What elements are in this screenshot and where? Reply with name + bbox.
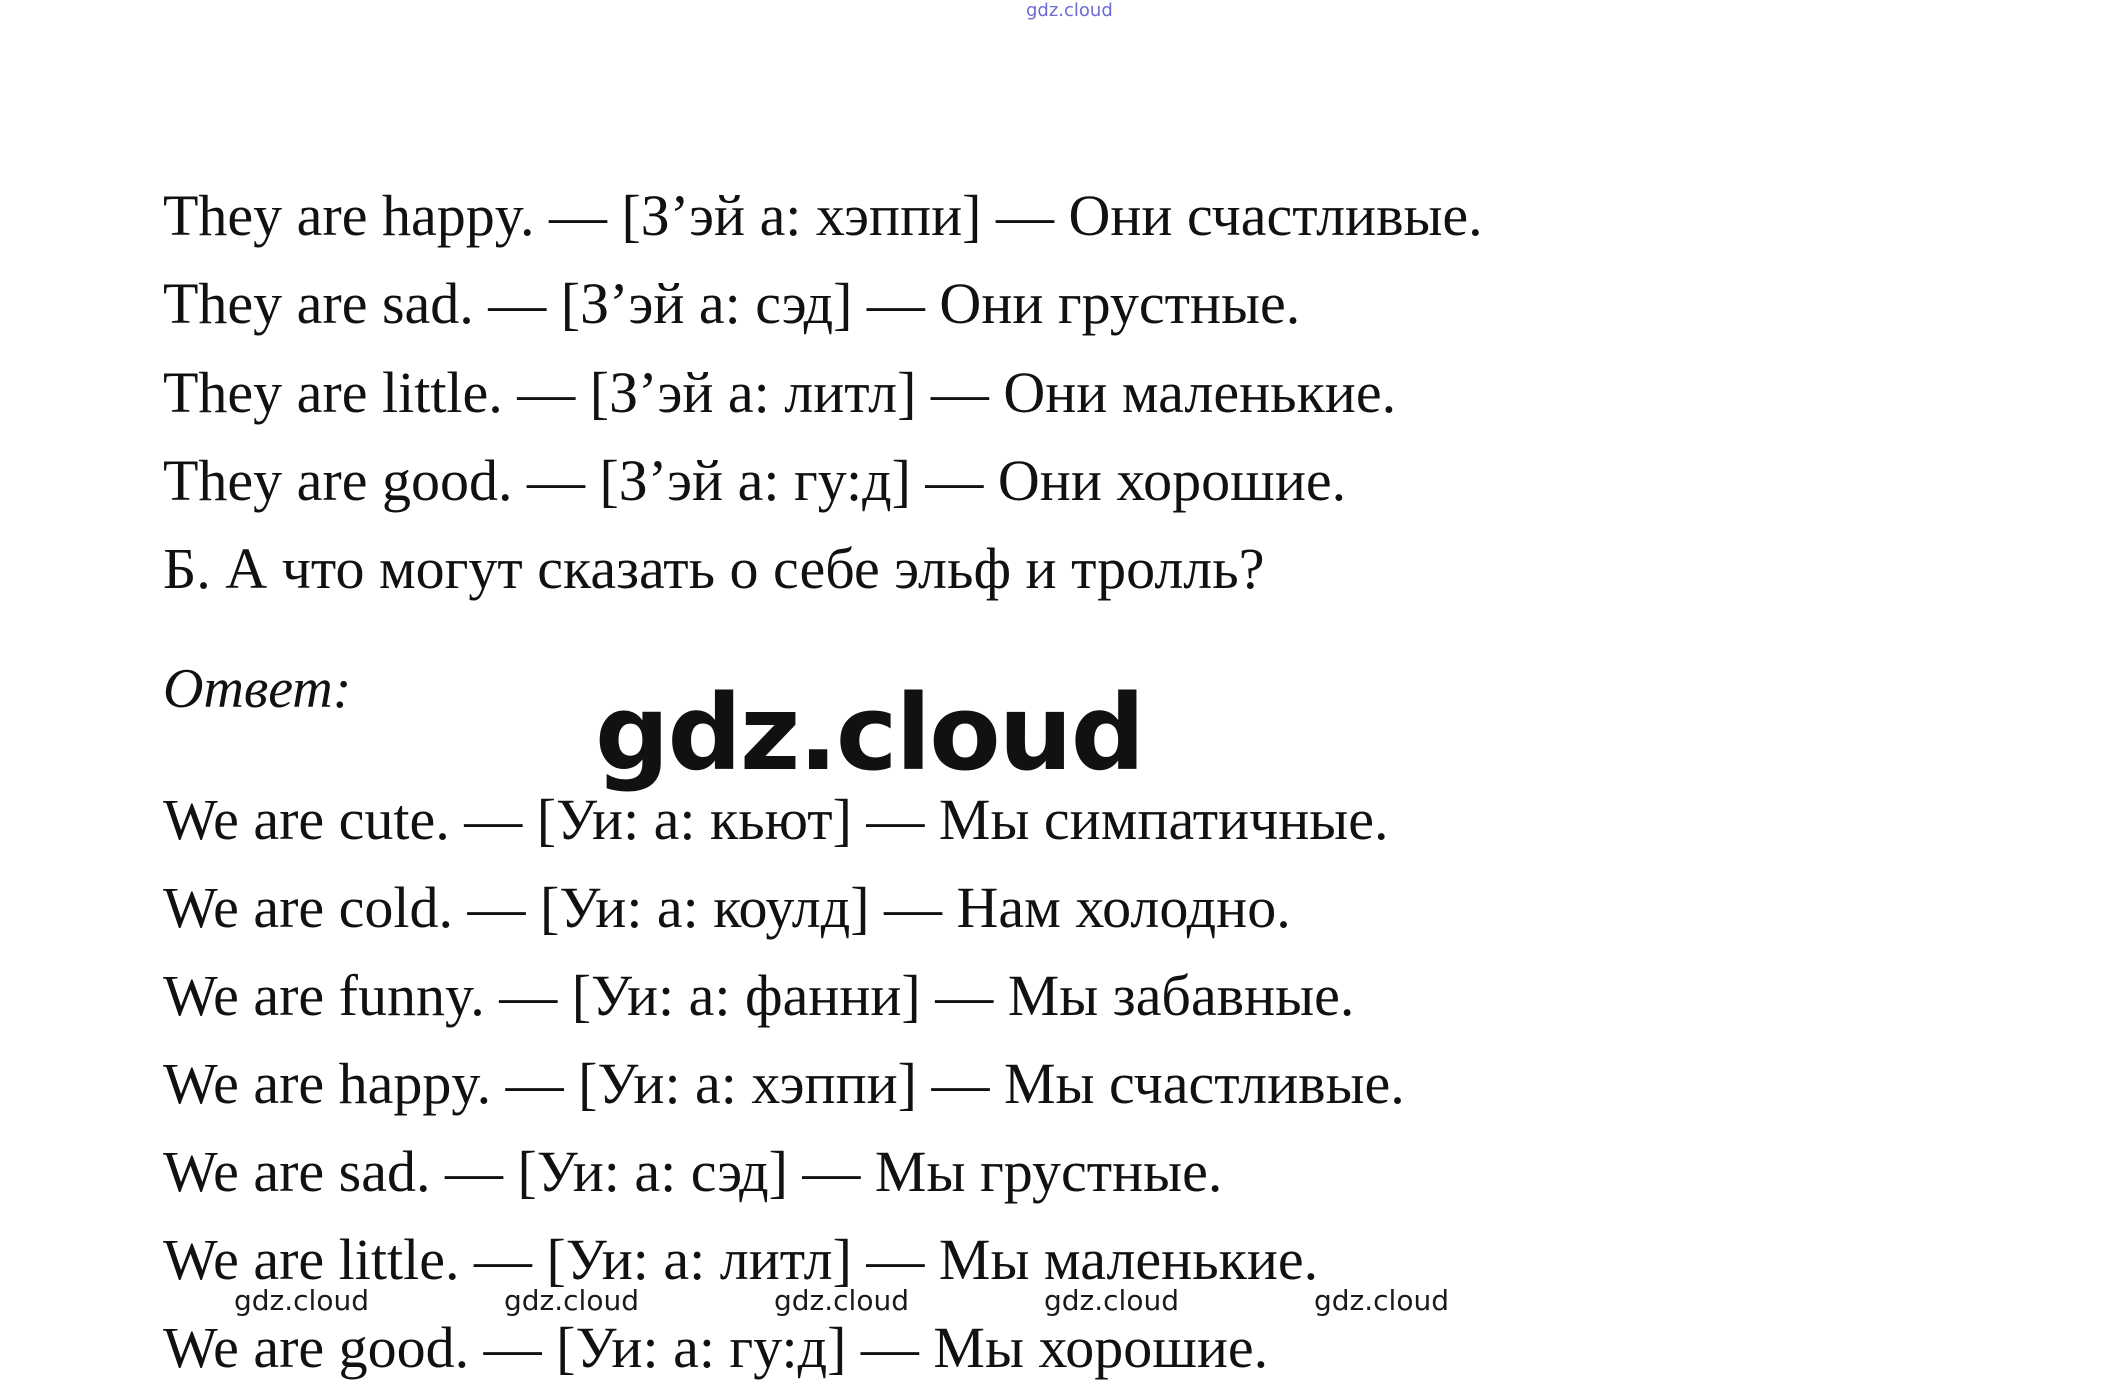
question-line: Б. А что могут сказать о себе эльф и тролль? bbox=[163, 536, 1265, 601]
answer-label: Ответ: bbox=[163, 658, 352, 720]
text-line-they-sad: They are sad. — [З’эй а: сэд] — Они грустные. bbox=[163, 271, 1301, 336]
top-watermark: gdz.cloud bbox=[1026, 0, 1113, 21]
bottom-watermark-3: gdz.cloud bbox=[774, 1284, 909, 1317]
text-line-we-little: We are little. — [Уи: а: литл] — Мы маленькие. bbox=[163, 1227, 1319, 1292]
bottom-watermark-5: gdz.cloud bbox=[1314, 1284, 1449, 1317]
center-watermark: gdz.cloud bbox=[595, 672, 1144, 794]
text-line-they-good: They are good. — [З’эй а: гу:д] — Они хорошие. bbox=[163, 448, 1347, 513]
text-line-we-funny: We are funny. — [Уи: а: фанни] — Мы забавные. bbox=[163, 963, 1355, 1028]
text-line-we-cold: We are cold. — [Уи: а: коулд] — Нам холодно. bbox=[163, 875, 1291, 940]
text-line-we-good: We are good. — [Уи: а: гу:д] — Мы хорошие. bbox=[163, 1315, 1269, 1380]
bottom-watermark-1: gdz.cloud bbox=[234, 1284, 369, 1317]
bottom-watermark-4: gdz.cloud bbox=[1044, 1284, 1179, 1317]
text-line-they-happy: They are happy. — [З’эй а: хэппи] — Они счастливые. bbox=[163, 183, 1483, 248]
text-line-we-sad: We are sad. — [Уи: а: сэд] — Мы грустные. bbox=[163, 1139, 1223, 1204]
text-line-they-little: They are little. — [З’эй а: литл] — Они маленькие. bbox=[163, 360, 1397, 425]
bottom-watermark-2: gdz.cloud bbox=[504, 1284, 639, 1317]
text-line-we-cute: We are cute. — [Уи: а: кьют] — Мы симпатичные. bbox=[163, 787, 1389, 852]
text-line-we-happy: We are happy. — [Уи: а: хэппи] — Мы счастливые. bbox=[163, 1051, 1405, 1116]
